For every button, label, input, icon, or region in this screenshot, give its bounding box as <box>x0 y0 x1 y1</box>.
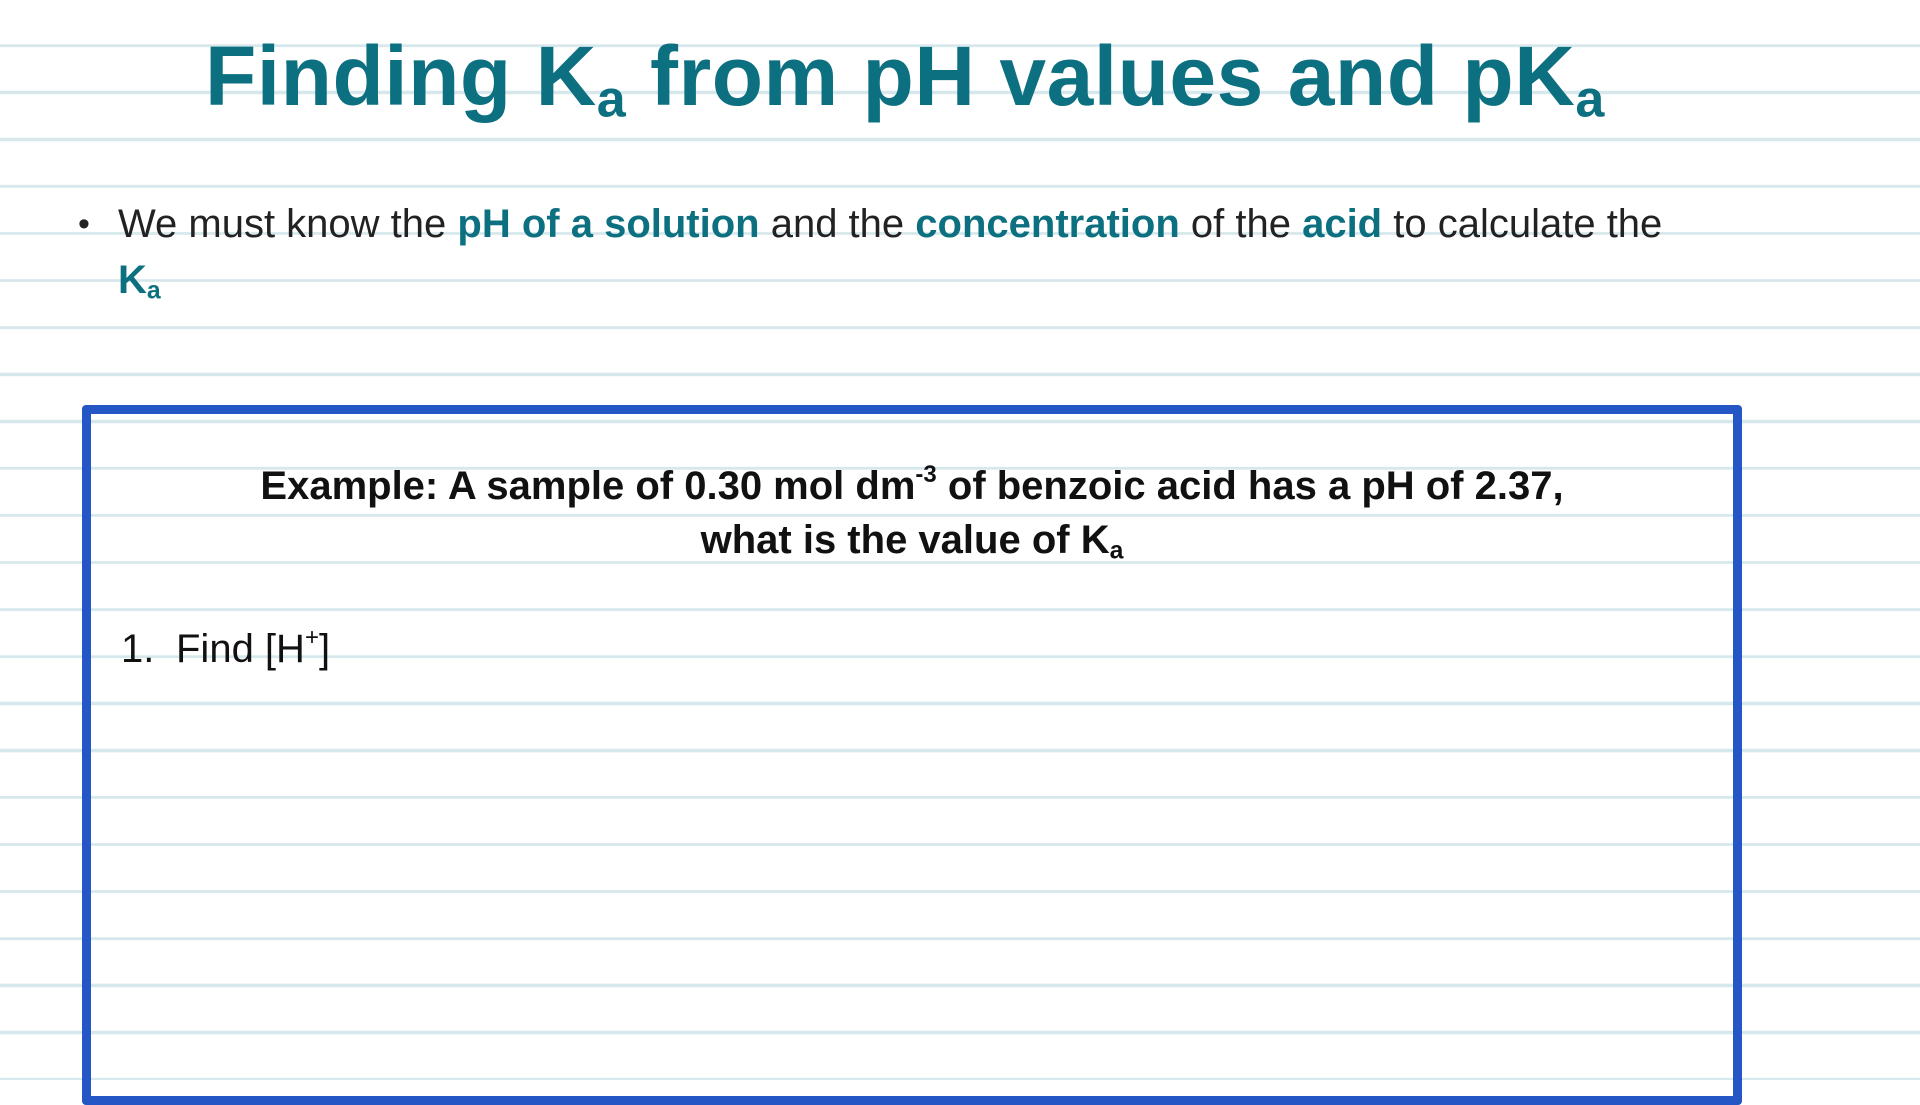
example-text-1: Example: A sample of 0.30 mol dm <box>260 464 916 508</box>
bullet-marker: • <box>78 205 90 243</box>
example-superscript: -3 <box>915 461 937 489</box>
example-line-2 <box>91 513 1733 567</box>
bullet-text-1: We must know the <box>118 202 458 246</box>
step-1-number: 1. <box>121 627 155 671</box>
title-subscript-2: a <box>1575 70 1605 129</box>
title-part-2: from pH values and pK <box>626 29 1576 123</box>
bullet-text-2: and the <box>759 202 916 246</box>
bullet-text-4: to calculate the <box>1382 202 1663 246</box>
example-question <box>91 459 1733 567</box>
title-subscript-1: a <box>596 70 627 129</box>
highlight-acid: acid <box>1302 202 1383 246</box>
highlight-ka <box>118 258 161 305</box>
bullet-point <box>78 196 1698 308</box>
slide-title <box>205 28 1605 129</box>
highlight-ka-subscript: a <box>146 277 161 305</box>
step-1-close: ] <box>318 627 331 671</box>
example-text-2: of benzoic acid has a pH of 2.37, <box>936 464 1564 508</box>
title-part-1: Finding K <box>205 29 597 123</box>
step-1-text: Find [H <box>176 627 305 671</box>
highlight-ka-letter: K <box>118 258 147 302</box>
example-box <box>82 405 1742 1105</box>
example-subscript: a <box>1109 537 1124 565</box>
bullet-text <box>118 196 1698 308</box>
bullet-text-3: of the <box>1179 202 1303 246</box>
step-1 <box>121 624 330 674</box>
example-line-1 <box>91 459 1733 513</box>
example-text-3: what is the value of K <box>700 518 1110 562</box>
step-1-superscript: + <box>304 624 319 652</box>
highlight-ph-of-solution: pH of a solution <box>457 202 760 246</box>
highlight-concentration: concentration <box>915 202 1180 246</box>
